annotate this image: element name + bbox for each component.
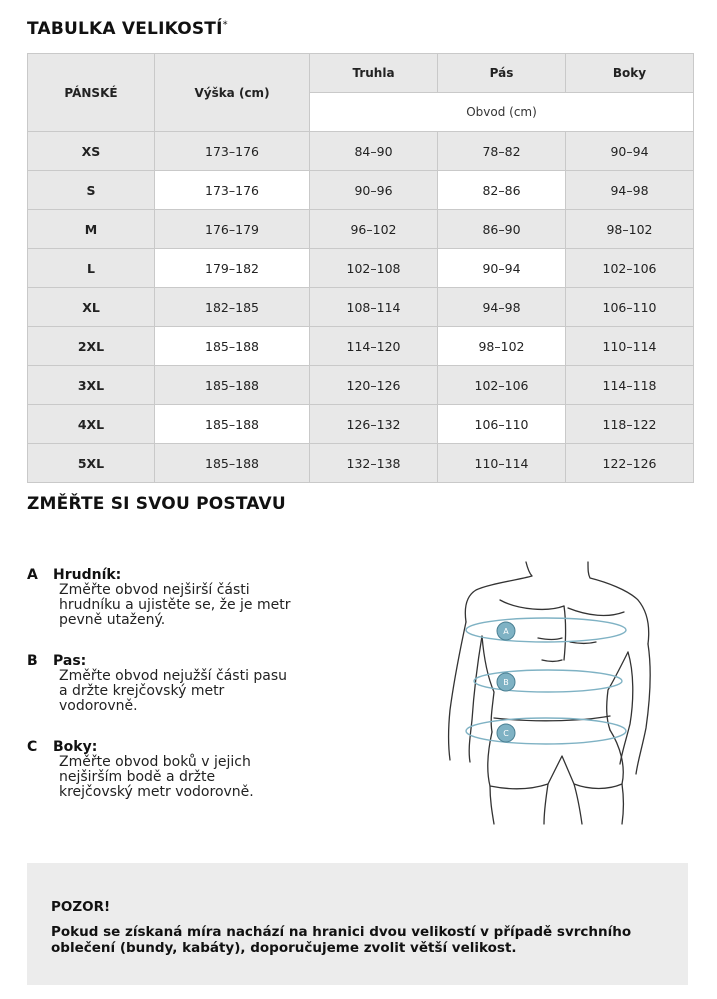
note-text: Pokud se získaná míra nachází na hranici dvou velikostí v případě svrchního oblečení (bundy, kabáty), doporučujeme zvolit větší velikost. <box>51 924 632 956</box>
page-title <box>27 19 228 39</box>
tape-waist <box>474 670 622 692</box>
cell-chest: 90–96 <box>310 171 438 210</box>
col-header-chest: Truhla <box>310 54 438 93</box>
col-header-hips: Boky <box>566 54 694 93</box>
right-shoulder-outline <box>588 562 649 644</box>
table-row <box>28 249 694 288</box>
title-footnote-mark: * <box>222 19 228 31</box>
cell-chest: 114–120 <box>310 327 438 366</box>
cell-height: 173–176 <box>155 171 310 210</box>
cell-size: XS <box>28 132 155 171</box>
table-row <box>28 327 694 366</box>
tape-hips <box>466 718 626 744</box>
instruction-heading <box>27 739 387 755</box>
body-figure <box>438 560 688 825</box>
note-title: POZOR! <box>51 899 111 915</box>
instruction-text-line: nejširším bodě a držte <box>59 769 216 785</box>
warning-note <box>27 863 688 985</box>
cell-chest: 132–138 <box>310 444 438 483</box>
instruction-a <box>27 567 387 628</box>
table-row <box>28 288 694 327</box>
instruction-heading <box>27 653 387 669</box>
left-shoulder-outline <box>465 562 532 622</box>
col-header-height: Výška (cm) <box>155 54 310 132</box>
tape-chest <box>466 618 626 642</box>
instruction-text-line: krejčovský metr vodorovně. <box>59 784 254 800</box>
col-header-waist: Pás <box>438 54 566 93</box>
cell-waist: 98–102 <box>438 327 566 366</box>
instruction-text-line: Změřte obvod nejširší části <box>59 582 250 598</box>
instruction-text-line: vodorovně. <box>59 698 138 714</box>
cell-chest: 120–126 <box>310 366 438 405</box>
instruction-text-line: hrudníku a ujistěte se, že je metr <box>59 597 291 613</box>
table-row <box>28 405 694 444</box>
marker-b-label: B <box>503 678 509 687</box>
instruction-text-line: pevně utažený. <box>59 612 166 628</box>
cell-height: 185–188 <box>155 327 310 366</box>
cell-hips: 122–126 <box>566 444 694 483</box>
cell-height: 182–185 <box>155 288 310 327</box>
cell-hips: 106–110 <box>566 288 694 327</box>
instruction-letter: B <box>27 653 38 669</box>
instruction-letter: A <box>27 567 38 583</box>
cell-hips: 94–98 <box>566 171 694 210</box>
cell-height: 185–188 <box>155 444 310 483</box>
cell-chest: 108–114 <box>310 288 438 327</box>
table-row <box>28 366 694 405</box>
cell-height: 185–188 <box>155 366 310 405</box>
cell-height: 176–179 <box>155 210 310 249</box>
cell-waist: 82–86 <box>438 171 566 210</box>
size-table <box>27 53 694 483</box>
instruction-label: Boky: <box>53 739 98 755</box>
instruction-text-line: Změřte obvod boků v jejich <box>59 754 251 770</box>
cell-hips: 110–114 <box>566 327 694 366</box>
instruction-label: Pas: <box>53 653 87 669</box>
cell-size: S <box>28 171 155 210</box>
cell-hips: 114–118 <box>566 366 694 405</box>
cell-chest: 102–108 <box>310 249 438 288</box>
instruction-heading <box>27 567 387 583</box>
table-row <box>28 132 694 171</box>
measure-title: ZMĚŘTE SI SVOU POSTAVU <box>27 494 286 514</box>
cell-size: L <box>28 249 155 288</box>
cell-hips: 90–94 <box>566 132 694 171</box>
cell-size: 4XL <box>28 405 155 444</box>
instruction-text-line: a držte krejčovský metr <box>59 683 225 699</box>
cell-height: 179–182 <box>155 249 310 288</box>
marker-a-label: A <box>503 627 509 636</box>
instruction-label: Hrudník: <box>53 567 122 583</box>
table-row <box>28 210 694 249</box>
instruction-c <box>27 739 387 800</box>
cell-size: 5XL <box>28 444 155 483</box>
cell-waist: 94–98 <box>438 288 566 327</box>
table-row <box>28 444 694 483</box>
cell-height: 185–188 <box>155 405 310 444</box>
col-header-size: PÁNSKÉ <box>28 54 155 132</box>
cell-chest: 96–102 <box>310 210 438 249</box>
cell-chest: 84–90 <box>310 132 438 171</box>
table-row <box>28 171 694 210</box>
size-rows <box>28 132 694 483</box>
sub-header-circumference: Obvod (cm) <box>310 93 694 132</box>
cell-waist: 106–110 <box>438 405 566 444</box>
cell-waist: 86–90 <box>438 210 566 249</box>
cell-waist: 90–94 <box>438 249 566 288</box>
cell-size: M <box>28 210 155 249</box>
cell-size: XL <box>28 288 155 327</box>
cell-waist: 110–114 <box>438 444 566 483</box>
cell-height: 173–176 <box>155 132 310 171</box>
cell-hips: 118–122 <box>566 405 694 444</box>
cell-size: 2XL <box>28 327 155 366</box>
cell-chest: 126–132 <box>310 405 438 444</box>
left-arm-outline <box>449 622 467 760</box>
instruction-text-line: Změřte obvod nejužší části pasu <box>59 668 288 684</box>
instruction-letter: C <box>27 739 38 755</box>
page-title-text: TABULKA VELIKOSTÍ <box>27 19 223 39</box>
cell-waist: 78–82 <box>438 132 566 171</box>
cell-size: 3XL <box>28 366 155 405</box>
instruction-b <box>27 653 387 714</box>
marker-c-label: C <box>503 729 509 738</box>
cell-hips: 102–106 <box>566 249 694 288</box>
cell-waist: 102–106 <box>438 366 566 405</box>
right-arm-outline <box>636 644 650 774</box>
cell-hips: 98–102 <box>566 210 694 249</box>
